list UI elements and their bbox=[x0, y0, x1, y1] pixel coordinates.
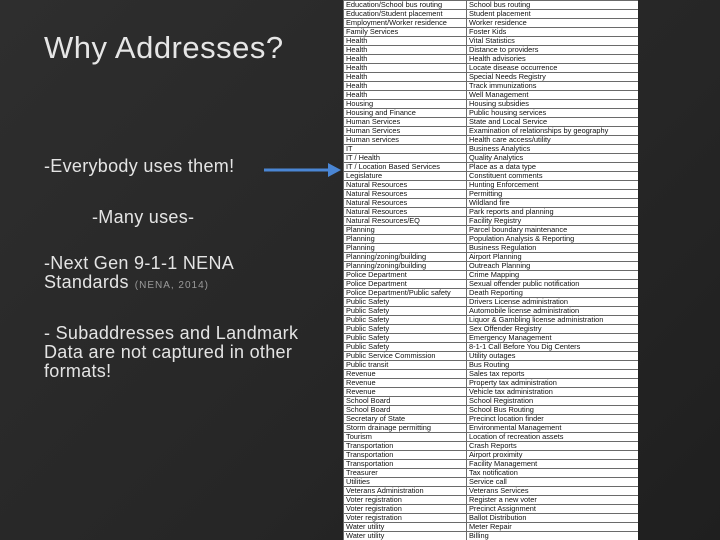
use-cell: Vital Statistics bbox=[467, 37, 639, 46]
use-cell: Bus Routing bbox=[467, 361, 639, 370]
table-row bbox=[344, 433, 639, 442]
table-row bbox=[344, 505, 639, 514]
use-cell: Business Regulation bbox=[467, 244, 639, 253]
use-cell: Public housing services bbox=[467, 109, 639, 118]
table-row bbox=[344, 244, 639, 253]
table-row bbox=[344, 163, 639, 172]
table-row bbox=[344, 1, 639, 10]
table-row bbox=[344, 487, 639, 496]
table-row bbox=[344, 523, 639, 532]
department-cell: Revenue bbox=[344, 370, 467, 379]
bullet-many-uses: -Many uses- bbox=[92, 207, 195, 227]
use-cell: Hunting Enforcement bbox=[467, 181, 639, 190]
use-cell: Veterans Services bbox=[467, 487, 639, 496]
use-cell: Business Analytics bbox=[467, 145, 639, 154]
use-cell: Health care access/utility bbox=[467, 136, 639, 145]
department-cell: Police Department bbox=[344, 280, 467, 289]
table-row bbox=[344, 217, 639, 226]
use-cell: Service call bbox=[467, 478, 639, 487]
table-row bbox=[344, 469, 639, 478]
table-row bbox=[344, 136, 639, 145]
department-cell: Health bbox=[344, 73, 467, 82]
department-cell: Voter registration bbox=[344, 505, 467, 514]
use-cell: Crime Mapping bbox=[467, 271, 639, 280]
use-cell: Housing subsidies bbox=[467, 100, 639, 109]
table-row bbox=[344, 253, 639, 262]
department-cell: Water utility bbox=[344, 523, 467, 532]
use-cell: Quality Analytics bbox=[467, 154, 639, 163]
use-cell: Park reports and planning bbox=[467, 208, 639, 217]
use-cell: Well Management bbox=[467, 91, 639, 100]
department-cell: Human Services bbox=[344, 127, 467, 136]
use-cell: Environmental Management bbox=[467, 424, 639, 433]
use-cell: School Registration bbox=[467, 397, 639, 406]
table-row bbox=[344, 343, 639, 352]
department-cell: Public Safety bbox=[344, 325, 467, 334]
table-row bbox=[344, 460, 639, 469]
table-row bbox=[344, 235, 639, 244]
citation-note: (NENA, 2014) bbox=[134, 280, 210, 291]
department-cell: Natural Resources bbox=[344, 181, 467, 190]
department-cell: Transportation bbox=[344, 460, 467, 469]
table-row bbox=[344, 82, 639, 91]
department-cell: Planning bbox=[344, 235, 467, 244]
department-cell: Health bbox=[344, 55, 467, 64]
department-cell: Family Services bbox=[344, 28, 467, 37]
department-cell: IT / Location Based Services bbox=[344, 163, 467, 172]
table-row bbox=[344, 415, 639, 424]
department-cell: Secretary of State bbox=[344, 415, 467, 424]
use-cell: Wildland fire bbox=[467, 199, 639, 208]
table-row bbox=[344, 370, 639, 379]
department-cell: Public Safety bbox=[344, 334, 467, 343]
use-cell: Crash Reports bbox=[467, 442, 639, 451]
table-row bbox=[344, 208, 639, 217]
bullet-everybody-uses: -Everybody uses them! bbox=[44, 156, 235, 176]
table-row bbox=[344, 397, 639, 406]
table-row bbox=[344, 55, 639, 64]
table-row bbox=[344, 73, 639, 82]
department-cell: Health bbox=[344, 91, 467, 100]
table-row bbox=[344, 19, 639, 28]
table-row bbox=[344, 361, 639, 370]
use-cell: Sex Offender Registry bbox=[467, 325, 639, 334]
use-cell: Register a new voter bbox=[467, 496, 639, 505]
use-cell: Examination of relationships by geography bbox=[467, 127, 639, 136]
bullet-next-gen-911 bbox=[44, 254, 294, 295]
department-cell: Police Department/Public safety bbox=[344, 289, 467, 298]
use-cell: 8-1-1 Call Before You Dig Centers bbox=[467, 343, 639, 352]
use-cell: Distance to providers bbox=[467, 46, 639, 55]
table-row bbox=[344, 262, 639, 271]
use-cell: Parcel boundary maintenance bbox=[467, 226, 639, 235]
table-row bbox=[344, 109, 639, 118]
slide-title: Why Addresses? bbox=[44, 30, 284, 65]
department-cell: IT / Health bbox=[344, 154, 467, 163]
department-cell: Health bbox=[344, 46, 467, 55]
department-cell: Planning bbox=[344, 226, 467, 235]
table-row bbox=[344, 199, 639, 208]
use-cell: Special Needs Registry bbox=[467, 73, 639, 82]
use-cell: Tax notification bbox=[467, 469, 639, 478]
use-cell: School bus routing bbox=[467, 1, 639, 10]
use-cell: Population Analysis & Reporting bbox=[467, 235, 639, 244]
department-cell: Health bbox=[344, 37, 467, 46]
department-cell: Revenue bbox=[344, 379, 467, 388]
use-cell: Death Reporting bbox=[467, 289, 639, 298]
use-cell: Location of recreation assets bbox=[467, 433, 639, 442]
department-cell: Utilities bbox=[344, 478, 467, 487]
table-row bbox=[344, 100, 639, 109]
department-cell: Legislature bbox=[344, 172, 467, 181]
use-cell: State and Local Service bbox=[467, 118, 639, 127]
table-row bbox=[344, 388, 639, 397]
department-cell: Health bbox=[344, 82, 467, 91]
department-cell: IT bbox=[344, 145, 467, 154]
use-cell: Worker residence bbox=[467, 19, 639, 28]
department-cell: Natural Resources bbox=[344, 190, 467, 199]
table-row bbox=[344, 64, 639, 73]
department-cell: Public Safety bbox=[344, 298, 467, 307]
department-cell: School Board bbox=[344, 397, 467, 406]
use-cell: Utility outages bbox=[467, 352, 639, 361]
department-cell: Public Safety bbox=[344, 343, 467, 352]
table-row bbox=[344, 478, 639, 487]
table-row bbox=[344, 451, 639, 460]
use-cell: Facility Registry bbox=[467, 217, 639, 226]
use-cell: Constituent comments bbox=[467, 172, 639, 181]
table-row bbox=[344, 379, 639, 388]
use-cell: Health advisories bbox=[467, 55, 639, 64]
department-cell: Education/Student placement bbox=[344, 10, 467, 19]
use-cell: Liquor & Gambling license administration bbox=[467, 316, 639, 325]
table-row bbox=[344, 154, 639, 163]
use-cell: Place as a data type bbox=[467, 163, 639, 172]
use-cell: Ballot Distribution bbox=[467, 514, 639, 523]
use-cell: Property tax administration bbox=[467, 379, 639, 388]
department-cell: Public Safety bbox=[344, 307, 467, 316]
department-cell: Police Department bbox=[344, 271, 467, 280]
table-row bbox=[344, 226, 639, 235]
department-cell: Veterans Administration bbox=[344, 487, 467, 496]
department-cell: Natural Resources bbox=[344, 199, 467, 208]
use-cell: Meter Repair bbox=[467, 523, 639, 532]
table-row bbox=[344, 307, 639, 316]
use-cell: Vehicle tax administration bbox=[467, 388, 639, 397]
use-cell: Emergency Management bbox=[467, 334, 639, 343]
department-cell: Voter registration bbox=[344, 496, 467, 505]
department-cell: Human Services bbox=[344, 118, 467, 127]
table-row bbox=[344, 514, 639, 523]
table-row bbox=[344, 37, 639, 46]
department-cell: Planning bbox=[344, 244, 467, 253]
department-cell: Storm drainage permitting bbox=[344, 424, 467, 433]
department-cell: Public Safety bbox=[344, 316, 467, 325]
department-cell: Human services bbox=[344, 136, 467, 145]
department-cell: Revenue bbox=[344, 388, 467, 397]
department-cell: Voter registration bbox=[344, 514, 467, 523]
bullet-subaddresses: - Subaddresses and Landmark Data are not captured in other formats! bbox=[44, 323, 299, 381]
table-row bbox=[344, 406, 639, 415]
table-row bbox=[344, 271, 639, 280]
department-cell: Public transit bbox=[344, 361, 467, 370]
table-row bbox=[344, 496, 639, 505]
department-cell: Tourism bbox=[344, 433, 467, 442]
department-cell: Natural Resources bbox=[344, 208, 467, 217]
table-row bbox=[344, 118, 639, 127]
table-row bbox=[344, 10, 639, 19]
use-cell: Drivers License administration bbox=[467, 298, 639, 307]
table-row bbox=[344, 334, 639, 343]
department-cell: Transportation bbox=[344, 451, 467, 460]
department-cell: Planning/zoning/building bbox=[344, 262, 467, 271]
use-cell: Facility Management bbox=[467, 460, 639, 469]
table-row bbox=[344, 289, 639, 298]
use-cell: Locate disease occurrence bbox=[467, 64, 639, 73]
use-cell: School Bus Routing bbox=[467, 406, 639, 415]
use-cell: Automobile license administration bbox=[467, 307, 639, 316]
use-cell: Student placement bbox=[467, 10, 639, 19]
table-row bbox=[344, 181, 639, 190]
table-row bbox=[344, 28, 639, 37]
use-cell: Airport proximity bbox=[467, 451, 639, 460]
table-row bbox=[344, 442, 639, 451]
use-cell: Foster Kids bbox=[467, 28, 639, 37]
use-cell: Billing bbox=[467, 532, 639, 540]
table-row bbox=[344, 91, 639, 100]
use-cell: Permitting bbox=[467, 190, 639, 199]
table-row bbox=[344, 46, 639, 55]
department-cell: Transportation bbox=[344, 442, 467, 451]
department-cell: Housing and Finance bbox=[344, 109, 467, 118]
table-body bbox=[344, 1, 639, 540]
department-cell: Planning/zoning/building bbox=[344, 253, 467, 262]
use-cell: Precinct location finder bbox=[467, 415, 639, 424]
table-row bbox=[344, 298, 639, 307]
department-cell: School Board bbox=[344, 406, 467, 415]
department-cell: Treasurer bbox=[344, 469, 467, 478]
use-cell: Airport Planning bbox=[467, 253, 639, 262]
table-row bbox=[344, 190, 639, 199]
table-row bbox=[344, 172, 639, 181]
department-cell: Employment/Worker residence bbox=[344, 19, 467, 28]
table-row bbox=[344, 424, 639, 433]
department-cell: Water utility bbox=[344, 532, 467, 540]
table-row bbox=[344, 316, 639, 325]
department-cell: Health bbox=[344, 64, 467, 73]
table-row bbox=[344, 145, 639, 154]
use-cell: Precinct Assignment bbox=[467, 505, 639, 514]
department-cell: Housing bbox=[344, 100, 467, 109]
table-row bbox=[344, 532, 639, 540]
table-row bbox=[344, 127, 639, 136]
table-row bbox=[344, 280, 639, 289]
department-cell: Education/School bus routing bbox=[344, 1, 467, 10]
table-row bbox=[344, 352, 639, 361]
right-arrow-icon bbox=[262, 160, 342, 180]
use-cell: Track immunizations bbox=[467, 82, 639, 91]
address-uses-table bbox=[343, 0, 638, 540]
use-cell: Sales tax reports bbox=[467, 370, 639, 379]
bullet-next-gen-911-text: -Next Gen 9-1-1 NENA Standards bbox=[44, 253, 234, 292]
use-cell: Sexual offender public notification bbox=[467, 280, 639, 289]
department-cell: Public Service Commission bbox=[344, 352, 467, 361]
use-cell: Outreach Planning bbox=[467, 262, 639, 271]
table-row bbox=[344, 325, 639, 334]
department-cell: Natural Resources/EQ bbox=[344, 217, 467, 226]
